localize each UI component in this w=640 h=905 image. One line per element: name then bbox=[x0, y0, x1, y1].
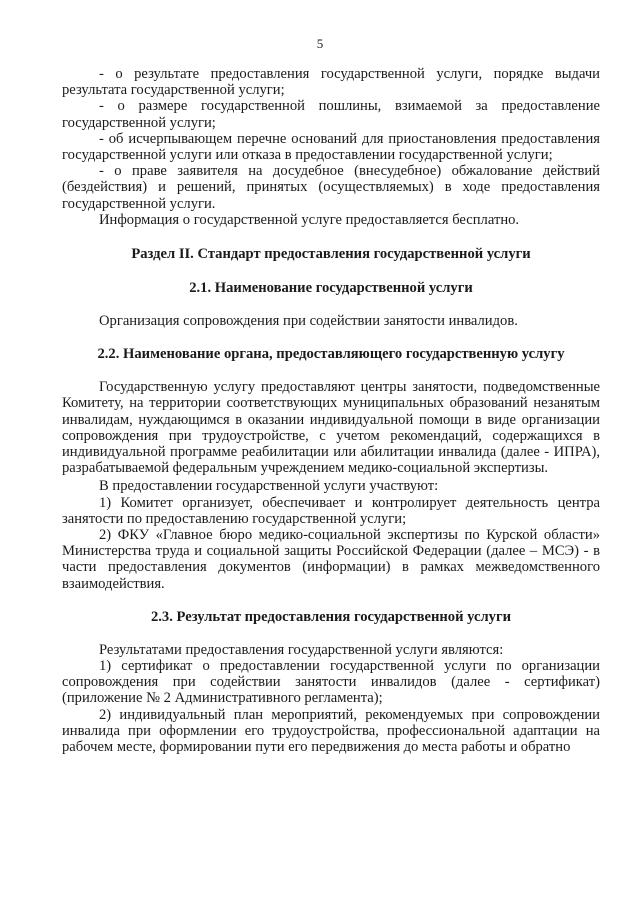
heading-2-1: 2.1. Наименование государственной услуги bbox=[189, 280, 473, 297]
free-info: Информация о государственной услуге предоставляется бесплатно. bbox=[99, 211, 520, 228]
page-number: 5 bbox=[316, 36, 324, 51]
bullet-grounds: - об исчерпывающем перечне оснований для приостановления предоставления государственной услуги или отказа в предоставлении государственной услуги; bbox=[62, 130, 600, 164]
paragraph-2-2-2: В предоставлении государственной услуги участвуют: bbox=[99, 478, 439, 495]
page-content bbox=[62, 66, 600, 755]
paragraph-2-3-3: 2) индивидуальный план мероприятий, рекомендуемых при сопровождении инвалида при оформлении его трудоустройства, профессиональной адаптации на рабочем месте, формировании пути его передвижения до места работы и обратно bbox=[62, 706, 600, 756]
paragraph-2-3-1: Результатами предоставления государственной услуги являются: bbox=[99, 641, 504, 658]
bullet-fee: - о размере государственной пошлины, взимаемой за предоставление государственной услуги; bbox=[62, 98, 600, 131]
section-title: Раздел II. Стандарт предоставления государственной услуги bbox=[131, 246, 531, 263]
heading-2-3: 2.3. Результат предоставления государственной услуги bbox=[150, 608, 512, 625]
paragraph-2-2-3: 1) Комитет организует, обеспечивает и контролирует деятельность центра занятости по предоставлению государственной услуги; bbox=[62, 494, 600, 527]
heading-2-2: 2.2. Наименование органа, предоставляющего государственную услугу bbox=[97, 346, 565, 363]
paragraph-2-2-4: 2) ФКУ «Главное бюро медико-социальной экспертизы по Курской области» Министерства труда и социальной защиты Российской Федерации (далее – МСЭ) - в части предоставления документов (информации) в рамках межведомственного взаимодействия. bbox=[62, 527, 600, 592]
bullet-result: - о результате предоставления государственной услуги, порядке выдачи результата государственной услуги; bbox=[62, 66, 600, 99]
paragraph-2-3-2: 1) сертификат о предоставлении государственной услуги по организации сопровождения при содействии занятости инвалидов (далее - сертификат) (приложение № 2 Административного регламента); bbox=[62, 658, 600, 707]
paragraph-2-1: Организация сопровождения при содействии занятости инвалидов. bbox=[99, 313, 518, 330]
bullet-appeal: - о праве заявителя на досудебное (внесудебное) обжалование действий (бездействия) и решений, принятых (осуществляемых) в ходе предоставления государственной услуги. bbox=[62, 163, 600, 212]
paragraph-2-2-1: Государственную услугу предоставляют центры занятости, подведомственные Комитету, на территории соответствующих муниципальных образований незанятым инвалидам, нуждающимся в оказании индивидуальной помощи в виде организации сопровождения при трудоустройстве, с учетом рекомендаций, содержащихся в индивидуальной программе реабилитации или абилитации инвалида (далее - ИПРА), разрабатываемой федеральным учреждением медико-социальной экспертизы. bbox=[62, 379, 600, 477]
